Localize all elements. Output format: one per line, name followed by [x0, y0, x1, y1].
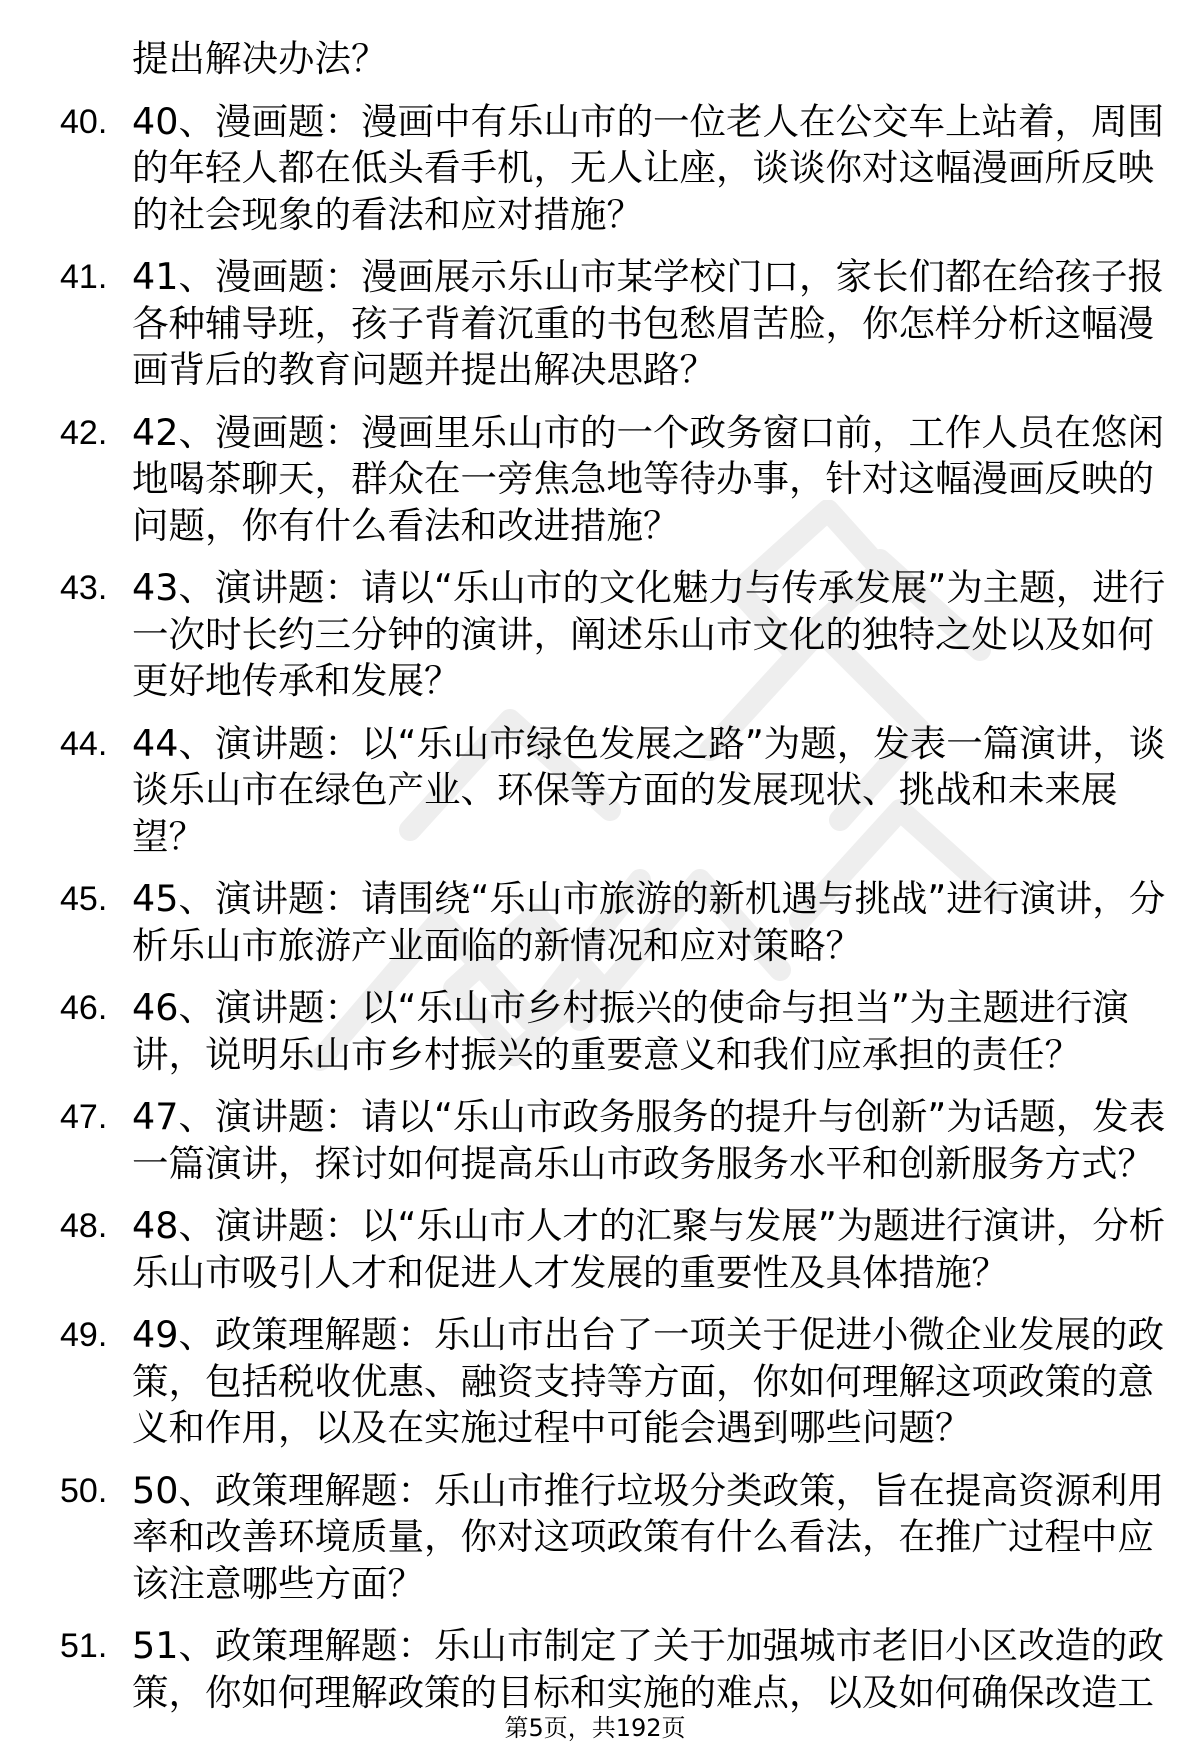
item-text-line: 地喝茶聊天，群众在一旁焦急地等待办事，针对这幅漫画反映的 [132, 457, 1154, 500]
list-item [0, 254, 1190, 394]
item-text-line: 的年轻人都在低头看手机，无人让座，谈谈你对这幅漫画所反映 [132, 146, 1154, 189]
item-text-line: 一篇演讲，探讨如何提高乐山市政务服务水平和创新服务方式？ [132, 1141, 1154, 1185]
item-number: 43. [60, 569, 108, 607]
item-text-line: 49、政策理解题：乐山市出台了一项关于促进小微企业发展的政 [132, 1313, 1164, 1356]
item-text-line: 46、演讲题：以“乐山市乡村振兴的使命与担当”为主题进行演 [132, 986, 1129, 1029]
item-text-line: 析乐山市旅游产业面临的新情况和应对策略？ [132, 923, 862, 967]
item-number: 40. [60, 102, 108, 141]
list-item [0, 1468, 1190, 1608]
item-text-line: 45、演讲题：请围绕“乐山市旅游的新机遇与挑战”进行演讲，分 [132, 877, 1166, 920]
item-number: 49. [60, 1316, 108, 1354]
item-text-line: 义和作用，以及在实施过程中可能会遇到哪些问题？ [132, 1406, 972, 1449]
item-number: 46. [60, 989, 108, 1027]
item-text-line: 48、演讲题：以“乐山市人才的汇聚与发展”为题进行演讲，分析 [132, 1204, 1166, 1247]
item-text-line: 率和改善环境质量，你对这项政策有什么看法，在推广过程中应 [132, 1515, 1154, 1558]
item-text-line: 各种辅导班，孩子背着沉重的书包愁眉苦脸，你怎样分析这幅漫 [132, 301, 1154, 345]
item-text-line: 51、政策理解题：乐山市制定了关于加强城市老旧小区改造的政 [132, 1624, 1164, 1667]
list-item [0, 99, 1190, 239]
item-text-line: 47、演讲题：请以“乐山市政务服务的提升与创新”为话题，发表 [132, 1095, 1166, 1138]
item-number: 48. [60, 1207, 108, 1245]
list-item [0, 1312, 1190, 1452]
list-item [0, 876, 1190, 969]
list-item [0, 1203, 1190, 1296]
item-number: 42. [60, 413, 108, 452]
item-text-line: 乐山市吸引人才和促进人才发展的重要性及具体措施？ [132, 1250, 1008, 1294]
list-item [0, 565, 1190, 705]
item-number: 44. [60, 724, 108, 763]
list-item [0, 410, 1190, 550]
item-text-line: 50、政策理解题：乐山市推行垃圾分类政策，旨在提高资源利用 [132, 1468, 1164, 1512]
question-list [0, 36, 1190, 1732]
item-text-line: 策，包括税收优惠、融资支持等方面，你如何理解这项政策的意 [132, 1359, 1154, 1403]
item-text-line: 一次时长约三分钟的演讲，阐述乐山市文化的独特之处以及如何 [132, 612, 1154, 656]
item-text-line: 43、演讲题：请以“乐山市的文化魅力与传承发展”为主题，进行 [132, 566, 1166, 609]
item-text-line: 的社会现象的看法和应对措施？ [132, 192, 643, 236]
item-text-line: 该注意哪些方面？ [132, 1561, 424, 1605]
item-text-line: 策，你如何理解政策的目标和实施的难点，以及如何确保改造工 [132, 1670, 1154, 1714]
page-footer: 第5页，共192页 [504, 1714, 686, 1742]
item-text-line: 41、漫画题：漫画展示乐山市某学校门口，家长们都在给孩子报 [132, 255, 1164, 298]
item-number: 50. [60, 1471, 108, 1510]
item-text-line: 42、漫画题：漫画里乐山市的一个政务窗口前，工作人员在悠闲 [132, 410, 1164, 454]
continued-text: 提出解决办法？ [132, 37, 388, 80]
item-number: 47. [60, 1098, 108, 1136]
item-text-line: 问题，你有什么看法和改进措施？ [132, 503, 680, 547]
item-text-line: 画背后的教育问题并提出解决思路？ [132, 348, 716, 391]
item-number: 41. [60, 258, 108, 296]
item-text-line: 更好地传承和发展？ [132, 659, 461, 702]
list-item [0, 985, 1190, 1078]
item-text-line: 望？ [132, 814, 205, 858]
item-text-line: 讲，说明乐山市乡村振兴的重要意义和我们应承担的责任？ [132, 1032, 1081, 1076]
list-item [0, 721, 1190, 861]
item-number: 51. [60, 1627, 108, 1665]
item-number: 45. [60, 880, 108, 918]
item-text-line: 44、演讲题：以“乐山市绿色发展之路”为题，发表一篇演讲，谈 [132, 721, 1166, 765]
list-item [0, 1094, 1190, 1187]
list-item [0, 1623, 1190, 1716]
item-text-line: 谈乐山市在绿色产业、环保等方面的发展现状、挑战和未来展 [132, 768, 1118, 811]
item-text-line: 40、漫画题：漫画中有乐山市的一位老人在公交车上站着，周围 [132, 99, 1164, 143]
